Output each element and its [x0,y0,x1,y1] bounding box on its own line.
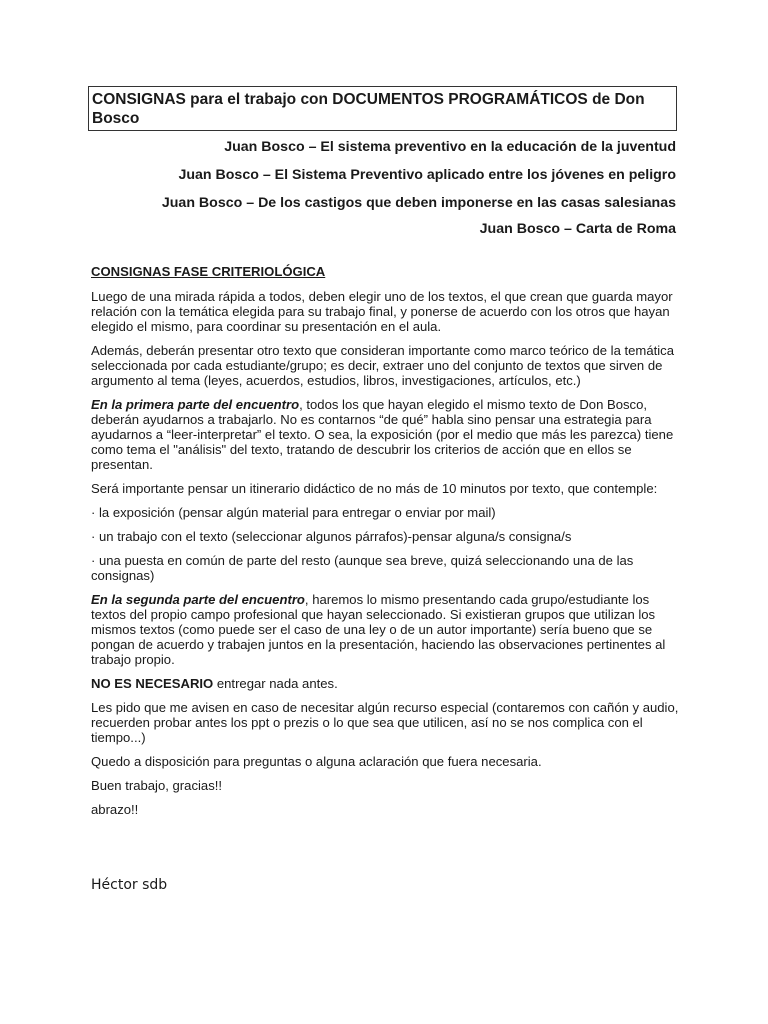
section-heading: CONSIGNAS FASE CRITERIOLÓGICA [91,264,326,279]
document-body [91,264,681,826]
paragraph-3-lead: En la primera parte del encuentro [91,397,300,412]
paragraph-10: abrazo!! [91,802,139,817]
paragraph-1: Luego de una mirada rápida a todos, deben elegir uno de los textos, el que crean que guarda mayor relación con la temática elegida para su trabajo final, y ponerse de acuerdo con los otros que hayan elegido el mismo, para coordinar su presentación en el aula. [91,289,673,334]
paragraph-5-lead: En la segunda parte del encuentro [91,592,305,607]
work-title-3: Juan Bosco – De los castigos que deben imponerse en las casas salesianas [161,195,676,211]
paragraph-6 [91,676,681,691]
bullet-item-1: · la exposición (pensar algún material para entregar o enviar por mail) [91,505,496,520]
work-title-1: Juan Bosco – El sistema preventivo en la educación de la juventud [224,139,676,155]
paragraph-6-rest: entregar nada antes. [213,676,338,691]
bullet-item-2: · un trabajo con el texto (seleccionar algunos párrafos)-pensar alguna/s consigna/s [91,529,572,544]
paragraph-3 [91,397,681,472]
bullet-item-3: · una puesta en común de parte del resto (aunque sea breve, quizá seleccionando una de las consignas) [91,553,634,583]
paragraph-8: Quedo a disposición para preguntas o alguna aclaración que fuera necesaria. [91,754,542,769]
paragraph-4: Será importante pensar un itinerario didáctico de no más de 10 minutos por texto, que contemple: [91,481,658,496]
work-title-4: Juan Bosco – Carta de Roma [479,221,676,237]
paragraph-7: Les pido que me avisen en caso de necesitar algún recurso especial (contaremos con cañón y audio, recuerden probar antes los ppt o prezis o lo que sea que utilicen, así no se nos complica con el tiempo...) [91,700,679,745]
paragraph-9: Buen trabajo, gracias!! [91,778,223,793]
paragraph-2: Además, deberán presentar otro texto que consideran importante como marco teórico de la temática seleccionada por cada estudiante/grupo; es decir, extraer uno del conjunto de textos que sirven de argumento al tema (leyes, acuerdos, estudios, libros, investigaciones, artículos, etc.) [91,343,674,388]
document-title: CONSIGNAS para el trabajo con DOCUMENTOS PROGRAMÁTICOS de Don Bosco [88,86,677,131]
paragraph-5 [91,592,681,667]
work-title-2: Juan Bosco – El Sistema Preventivo aplicado entre los jóvenes en peligro [178,167,676,183]
signature: Héctor sdb [91,877,168,893]
paragraph-5-rest: , haremos lo mismo presentando cada grupo/estudiante los textos del propio campo profesional que hayan seleccionado. Si existieran grupos que utilizan los mismos textos (como puede ser el caso de una ley o de un autor importante) sería bueno que se pongan de acuerdo y trabajen juntos en la presentación, haciendo las observaciones pertinentes al trabajo propio. [91,592,666,667]
paragraph-6-lead: NO ES NECESARIO [91,676,214,691]
paragraph-3-rest: , todos los que hayan elegido el mismo texto de Don Bosco, deberán ayudarnos a trabajarlo. No es contarnos “de qué” habla sino pensar una estrategia para ayudarnos a “leer-interpretar” el texto. O sea, la exposición (por el medio que más les parezca) tiene como tema el "análisis" del texto, tratando de descubrir los criterios de acción que en ellos se presentan. [91,397,674,472]
